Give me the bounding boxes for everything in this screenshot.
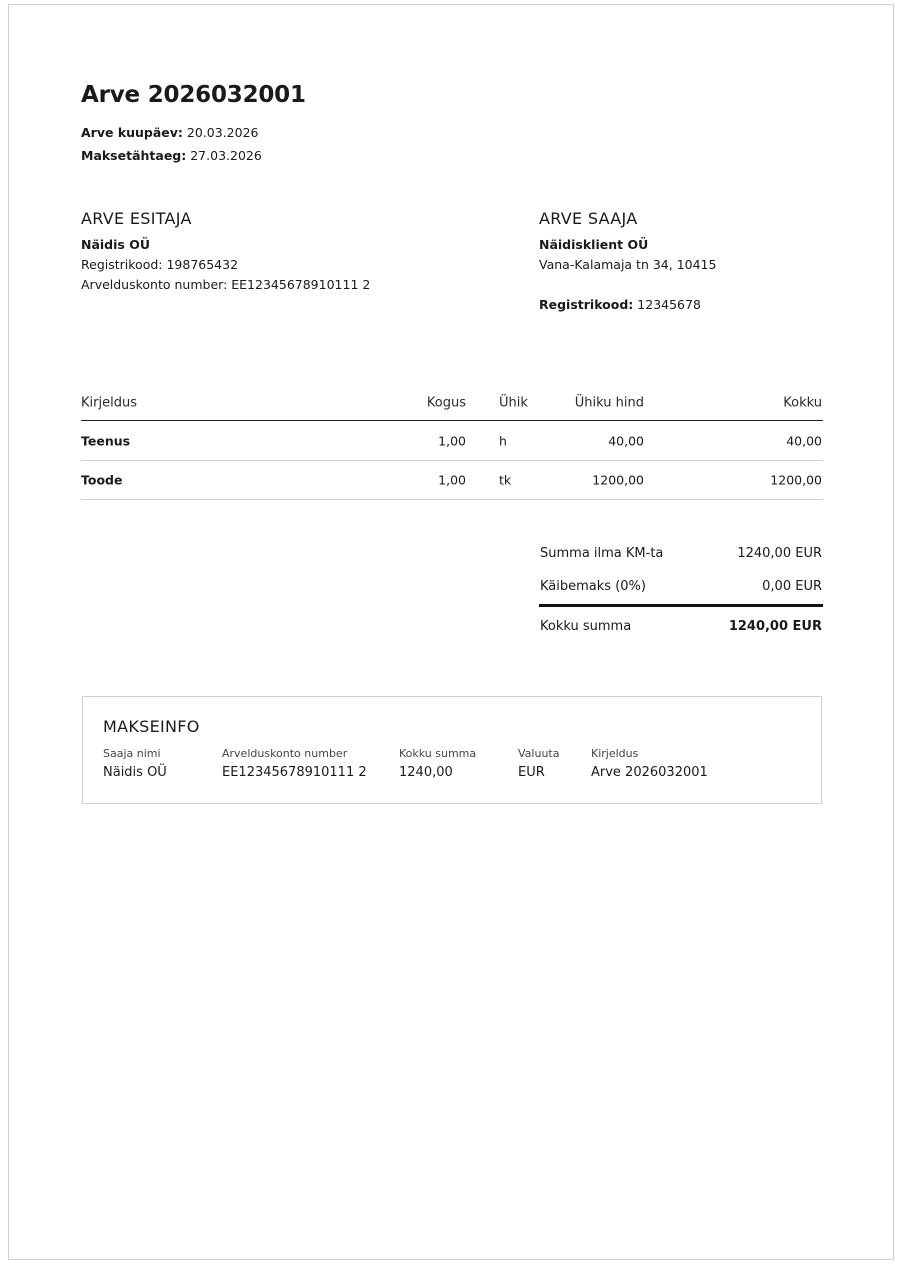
item-quantity: 1,00	[438, 472, 466, 488]
item-description: Teenus	[81, 433, 131, 448]
seller-name: Näidis OÜ	[81, 237, 150, 252]
grand-total-row	[539, 604, 823, 645]
net-total-label: Summa ilma KM-ta	[540, 546, 664, 561]
buyer-heading: ARVE SAAJA	[539, 209, 638, 228]
seller-heading: ARVE ESITAJA	[81, 209, 192, 228]
header-description: Kirjeldus	[81, 395, 137, 411]
payment-currency-label: Valuuta	[518, 747, 560, 760]
net-total-row	[539, 538, 823, 571]
vat-row	[539, 571, 823, 604]
table-row	[81, 421, 823, 461]
invoice-due-date	[81, 148, 262, 163]
payment-recipient-label: Saaja nimi	[103, 747, 161, 760]
payment-currency-value: EUR	[518, 765, 545, 780]
item-quantity: 1,00	[438, 433, 466, 448]
table-row	[81, 461, 823, 500]
invoice-date-value: 20.03.2026	[186, 125, 259, 140]
seller-reg: Registrikood: 198765432	[81, 257, 239, 272]
buyer-reg-label: Registrikood:	[539, 297, 634, 312]
item-unit-price: 1200,00	[592, 472, 644, 488]
header-unit: Ühik	[499, 395, 528, 411]
payment-info-box	[82, 696, 822, 804]
payment-description-label: Kirjeldus	[591, 747, 639, 760]
vat-value: 0,00 EUR	[762, 579, 822, 594]
header-quantity: Kogus	[426, 395, 466, 411]
item-unit-price: 40,00	[608, 433, 644, 448]
payment-amount-value: 1240,00	[399, 765, 453, 780]
payment-account-value: EE12345678910111 2	[222, 765, 367, 780]
payment-heading: MAKSEINFO	[103, 717, 200, 736]
item-unit: tk	[499, 472, 512, 488]
buyer-name: Näidisklient OÜ	[539, 237, 649, 252]
items-header-row	[81, 386, 823, 421]
header-total: Kokku	[783, 395, 822, 411]
buyer-reg	[539, 297, 701, 312]
invoice-date-label: Arve kuupäev:	[81, 125, 183, 140]
item-total: 40,00	[786, 433, 822, 448]
item-unit: h	[499, 433, 507, 448]
grand-total-label: Kokku summa	[540, 619, 632, 634]
header-unit-price: Ühiku hind	[574, 395, 644, 411]
invoice-due-label: Maksetähtaeg:	[81, 148, 187, 163]
payment-account-label: Arvelduskonto number	[222, 747, 348, 760]
payment-amount-label: Kokku summa	[399, 747, 477, 760]
invoice-due-value: 27.03.2026	[190, 148, 262, 163]
payment-recipient-value: Näidis OÜ	[103, 765, 167, 780]
payment-description-value: Arve 2026032001	[591, 765, 708, 780]
buyer-reg-value: 12345678	[637, 297, 701, 312]
item-description: Toode	[81, 472, 123, 488]
vat-label: Käibemaks (0%)	[540, 579, 646, 594]
grand-total-value: 1240,00 EUR	[728, 619, 822, 634]
invoice-title: Arve 2026032001	[81, 82, 306, 108]
seller-account: Arvelduskonto number: EE12345678910111 2	[81, 277, 371, 292]
totals-block	[539, 538, 823, 645]
item-total: 1200,00	[770, 472, 822, 488]
net-total-value: 1240,00 EUR	[737, 546, 822, 561]
invoice-date	[81, 125, 259, 140]
items-table	[81, 386, 823, 500]
buyer-address: Vana-Kalamaja tn 34, 10415	[539, 257, 717, 272]
